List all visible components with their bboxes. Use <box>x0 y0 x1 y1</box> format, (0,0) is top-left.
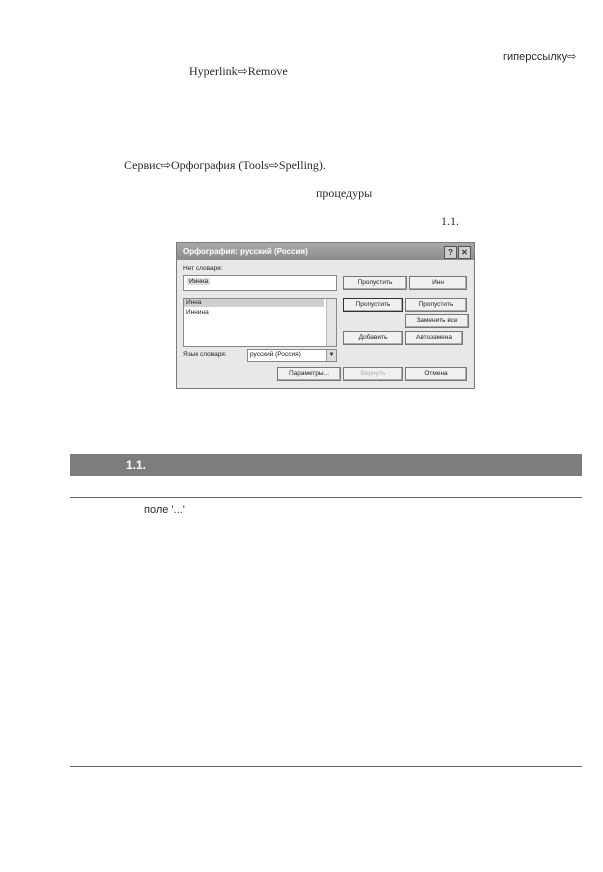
service-spelling-menu-path: Сервис⇨Орфография (Tools⇨Spelling). <box>124 158 326 172</box>
dialog-title: Орфография: русский (Россия) <box>177 243 474 260</box>
undo-button[interactable]: Вернуть <box>343 367 403 381</box>
autocorrect-button[interactable]: Автозамена <box>405 331 463 345</box>
language-value: русский (Россия) <box>250 351 301 358</box>
procedure-word: процедуры <box>316 186 373 200</box>
chevron-down-icon[interactable]: ▼ <box>326 350 336 361</box>
help-icon[interactable]: ? <box>444 246 457 259</box>
hyperlink-word: гиперссылку⇨ <box>503 51 577 63</box>
add-button[interactable]: Добавить <box>343 331 403 345</box>
skip-button[interactable]: Пропустить <box>343 298 403 312</box>
hyperlink-remove-command: Hyperlink⇨Remove <box>189 64 288 78</box>
figure-reference: 1.1. <box>441 214 459 228</box>
table-rule-top <box>70 497 582 498</box>
change-all-button[interactable]: Заменить все <box>405 314 469 328</box>
suggestion-1: Инна <box>186 299 202 306</box>
table-header-band <box>70 454 582 476</box>
word-field[interactable] <box>183 275 337 291</box>
language-select[interactable] <box>247 349 337 362</box>
list-item-selected[interactable] <box>184 299 324 307</box>
table-number: 1.1. <box>126 458 147 472</box>
table-rule-bottom <box>70 766 582 767</box>
suggestion-2[interactable]: Иннина <box>186 309 209 316</box>
language-label: Язык словаря: <box>183 351 227 358</box>
skip-all-button[interactable]: Пропустить <box>405 298 467 312</box>
skip-top-button[interactable]: Пропустить <box>343 276 407 290</box>
field-text: поле '...' <box>144 504 185 516</box>
suggestions-list[interactable] <box>183 298 337 347</box>
word-value: Иинна <box>189 278 209 285</box>
spelling-dialog <box>176 242 475 389</box>
close-icon[interactable]: ✕ <box>458 246 471 259</box>
ignore-all-button[interactable]: Инн <box>409 276 467 290</box>
not-in-dictionary-label: Нет словаря: <box>183 265 223 272</box>
list-scrollbar[interactable] <box>326 299 336 346</box>
options-button[interactable]: Параметры... <box>277 367 341 381</box>
cancel-button[interactable]: Отмена <box>405 367 467 381</box>
